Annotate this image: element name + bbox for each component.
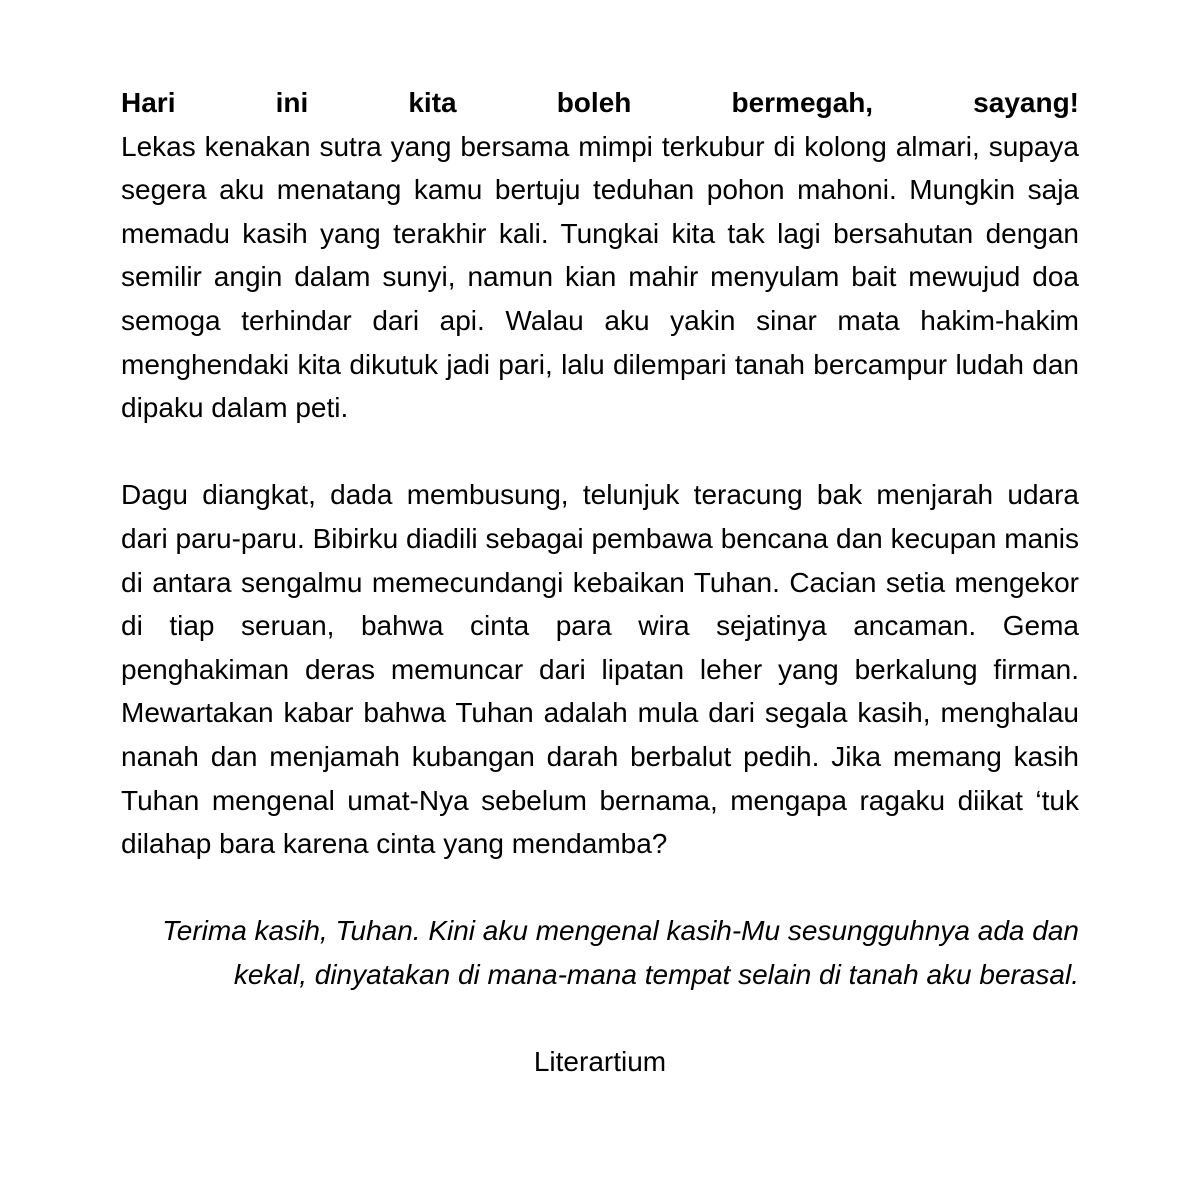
paragraph-1-text: Lekas kenakan sutra yang bersama mimpi terkubur di kolong almari, supaya segera aku menatang kamu bertuju teduhan pohon mahoni. Mungkin saja memadu kasih yang terakhir kali. Tungkai kita tak lagi bersahutan dengan semilir angin dalam sunyi, namun kian mahir menyulam bait mewujud doa semoga terhindar dari api. Walau aku yakin sinar mata hakim-hakim menghendaki kita dikutuk jadi pari, lalu dilempari tanah bercampur ludah dan dipaku dalam peti.: [121, 130, 1079, 424]
paragraph-1: [121, 81, 1079, 430]
bold-opening-line: Hari ini kita boleh bermegah, sayang!: [121, 87, 1079, 118]
closing-italic-paragraph: [121, 909, 1079, 996]
closing-text: Terima kasih, Tuhan. Kini aku mengenal kasih-Mu sesungguhnya ada dan kekal, dinyatakan di mana-mana tempat selain di tanah aku berasal.: [162, 915, 1079, 990]
poem-document: [121, 81, 1079, 1084]
paragraph-2: [121, 473, 1079, 865]
paragraph-2-text: Dagu diangkat, dada membusung, telunjuk teracung bak menjarah udara dari paru-paru. Bibirku diadili sebagai pembawa bencana dan kecupan manis di antara sengalmu memecundangi kebaikan Tuhan. Cacian setia mengekor di tiap seruan, bahwa cinta para wira sejatinya ancaman. Gema penghakiman deras memuncar dari lipatan leher yang berkalung firman. Mewartakan kabar bahwa Tuhan adalah mula dari segala kasih, menghalau nanah dan menjamah kubangan darah berbalut pedih. Jika memang kasih Tuhan mengenal umat-Nya sebelum bernama, mengapa ragaku diikat ‘tuk dilahap bara karena cinta yang mendamba?: [121, 479, 1079, 860]
author-signature: Literartium: [533, 1046, 667, 1078]
